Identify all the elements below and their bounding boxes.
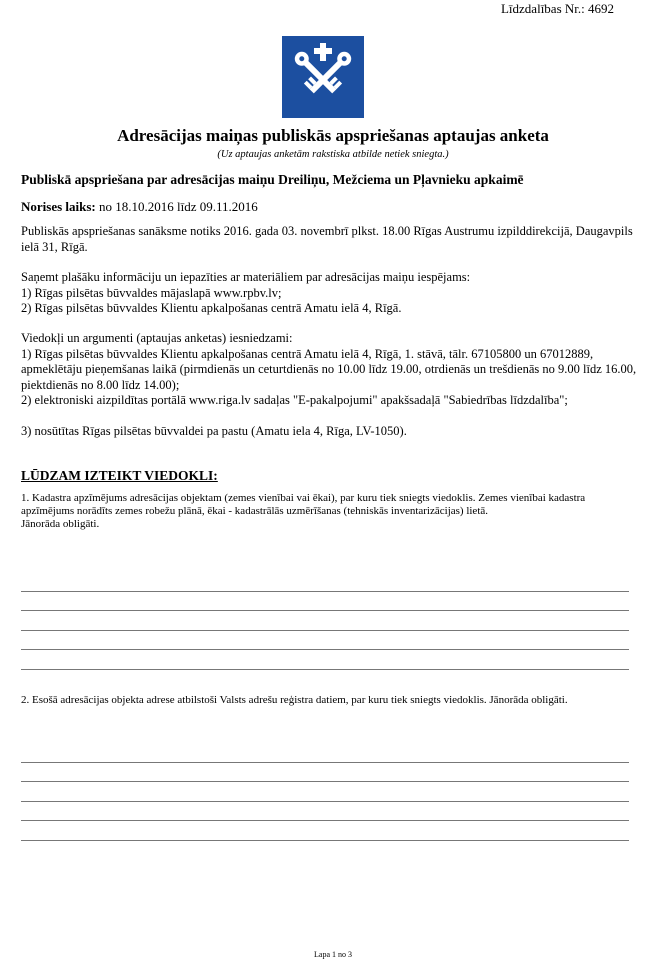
info-item: 1) Rīgas pilsētas būvvaldes mājaslapā www.rpbv.lv; (21, 285, 282, 300)
consultation-heading: Publiskā apspriešana par adresācijas maiņu Dreiliņu, Mežciema un Pļavnieku apkaimē (21, 172, 524, 187)
form-subtitle: (Uz aptaujas anketām rakstiska atbilde netiek sniegta.) (217, 149, 449, 160)
answer-line-2[interactable] (21, 820, 629, 821)
submission-item: 1) Rīgas pilsētas būvvaldes Klientu apkalpošanas centrā Amatu ielā 4, Rīgā, 1. stāvā, tālr. 67105800 un 67012889, apmeklētāju pieņemšanas laikā (pirmdienās un ceturtdienās no 10.00 līdz 19.00, otrdienās un trešdienās no 9.00 līdz 16.00, piektdienās no 8.00 līdz 14.00); (21, 346, 637, 392)
info-section (21, 270, 641, 317)
answer-line-2[interactable] (21, 762, 629, 763)
form-title: Adresācijas maiņas publiskās apspriešanas aptaujas anketa (117, 126, 549, 145)
submission-item: 2) elektroniski aizpildītas portālā www.riga.lv sadaļas "E-pakalpojumi" apakšsadaļā "Sabiedrības līdzdalība"; (21, 393, 568, 408)
submission-intro: Viedokļi un argumenti (aptaujas anketas) iesniedzami: (21, 331, 293, 345)
answer-line-2[interactable] (21, 801, 629, 802)
answer-line-1[interactable] (21, 649, 629, 650)
meeting-paragraph: Publiskās apspriešanas sanāksme notiks 2016. gada 03. novembrī plkst. 18.00 Rīgas Austrumu izpilddirekcijā, Daugavpils ielā 31, Rīgā. (21, 224, 633, 254)
answer-line-1[interactable] (21, 591, 629, 592)
call-to-action-heading: LŪDZAM IZTEIKT VIEDOKLI: (21, 468, 218, 483)
participation-number: Līdzdalības Nr.: 4692 (500, 1, 614, 16)
answer-line-1[interactable] (21, 610, 629, 611)
question-1 (21, 492, 629, 532)
answer-line-2[interactable] (21, 781, 629, 782)
question-1-required: Jānorāda obligāti. (21, 518, 100, 531)
question-2 (21, 694, 629, 707)
period-line (21, 199, 258, 215)
question-1-text: 1. Kadastra apzīmējums adresācijas objektam (zemes vienībai vai ēkai), par kuru tiek sniegts viedoklis. Zemes vienībai kadastra apzīmējums norādīts zemes robežu plānā, ēkai - kadastrālās uzmērīšanas (tehniskās inventarizācijas) lietā. (21, 492, 586, 518)
period-label: Norises laiks: (21, 199, 96, 214)
info-intro: Saņemt plašāku informāciju un iepazīties ar materiāliem par adresācijas maiņu iespējams: (21, 270, 471, 284)
submission-section (21, 331, 641, 409)
submission-item-mail: 3) nosūtītas Rīgas pilsētas būvvaldei pa pastu (Amatu iela 4, Rīga, LV-1050). (21, 424, 407, 438)
answer-line-1[interactable] (21, 630, 629, 631)
answer-line-2[interactable] (21, 840, 629, 841)
question-2-text: 2. Esošā adresācijas objekta adrese atbilstoši Valsts adrešu reģistra datiem, par kuru tiek sniegts viedoklis. Jānorāda obligāti. (21, 694, 568, 706)
info-item: 2) Rīgas pilsētas būvvaldes Klientu apkalpošanas centrā Amatu ielā 4, Rīgā. (21, 301, 402, 316)
riga-keys-logo (282, 36, 364, 118)
page-footer: Lapa 1 no 3 (314, 950, 352, 959)
answer-line-1[interactable] (21, 669, 629, 670)
period-value: no 18.10.2016 līdz 09.11.2016 (99, 199, 258, 214)
